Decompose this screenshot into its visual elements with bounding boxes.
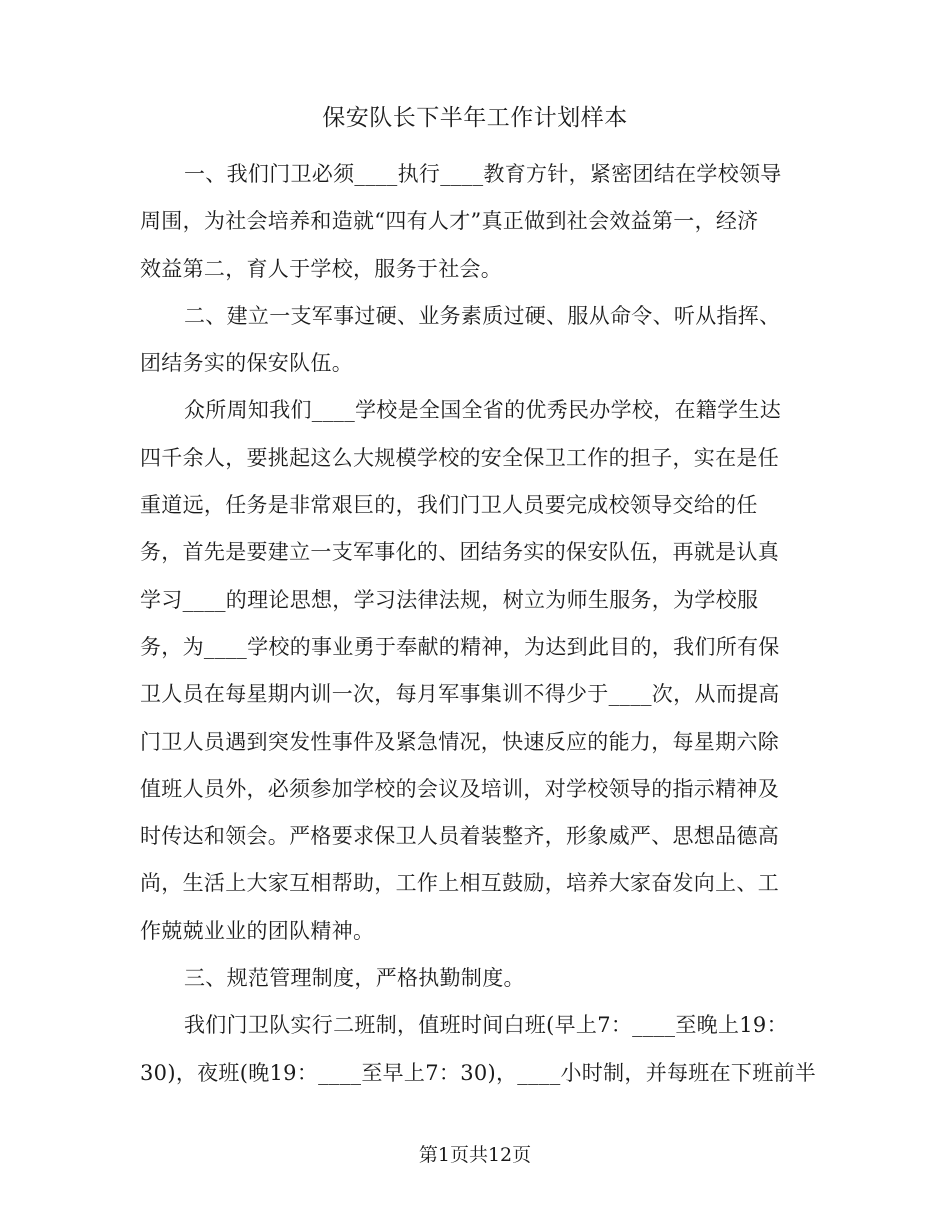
text-line: 团结务实的保安队伍。 [140,351,353,376]
text-line: 卫人员在每星期内训一次，每月军事集训不得少于____次，从而提高 [140,682,780,707]
text-line: 一、我们门卫必须____执行____教育方针，紧密团结在学校领导 [184,162,782,186]
text-line: 时传达和领会。严格要求保卫人员着装整齐，形象威严、思想品德高 [140,824,779,849]
text-line: 四千余人，要挑起这么大规模学校的安全保卫工作的担子，实在是任 [140,445,779,470]
text-line: 二、建立一支军事过硬、业务素质过硬、服从命令、听从指挥、 [184,303,781,328]
text-line: 三、规范管理制度，严格执勤制度。 [184,966,525,991]
text-line: 众所周知我们____学校是全国全省的优秀民办学校，在籍学生达 [184,398,781,423]
text-line: 作兢兢业业的团队精神。 [140,918,375,943]
text-line: 周围，为社会培养和造就“四有人才”真正做到社会效益第一，经济 [140,209,759,234]
page-number: 第1页共12页 [418,1144,532,1166]
text-line: 门卫人员遇到突发性事件及紧急情况，快速反应的能力，每星期六除 [140,729,779,754]
text-line: 30)，夜班(晚19：____至早上7：30)，____小时制，并每班在下班前半 [140,1060,817,1085]
text-line: 务，首先是要建立一支军事化的、团结务实的保安队伍，再就是认真 [140,540,779,565]
text-line: 效益第二，育人于学校，服务于社会。 [140,256,503,281]
text-line: 尚，生活上大家互相帮助，工作上相互鼓励，培养大家奋发向上、工 [140,871,779,896]
text-line: 学习____的理论思想，学习法律法规，树立为师生服务，为学校服 [140,587,759,612]
text-line: 我们门卫队实行二班制，值班时间白班(早上7：____至晚上19： [184,1013,788,1038]
text-line: 值班人员外，必须参加学校的会议及培训，对学校领导的指示精神及 [140,776,779,801]
document-title: 保安队长下半年工作计划样本 [322,105,628,131]
text-line: 务，为____学校的事业勇于奉献的精神，为达到此目的，我们所有保 [140,634,780,659]
text-line: 重道远，任务是非常艰巨的，我们门卫人员要完成校领导交给的任 [140,493,758,518]
document-body [140,158,820,1104]
